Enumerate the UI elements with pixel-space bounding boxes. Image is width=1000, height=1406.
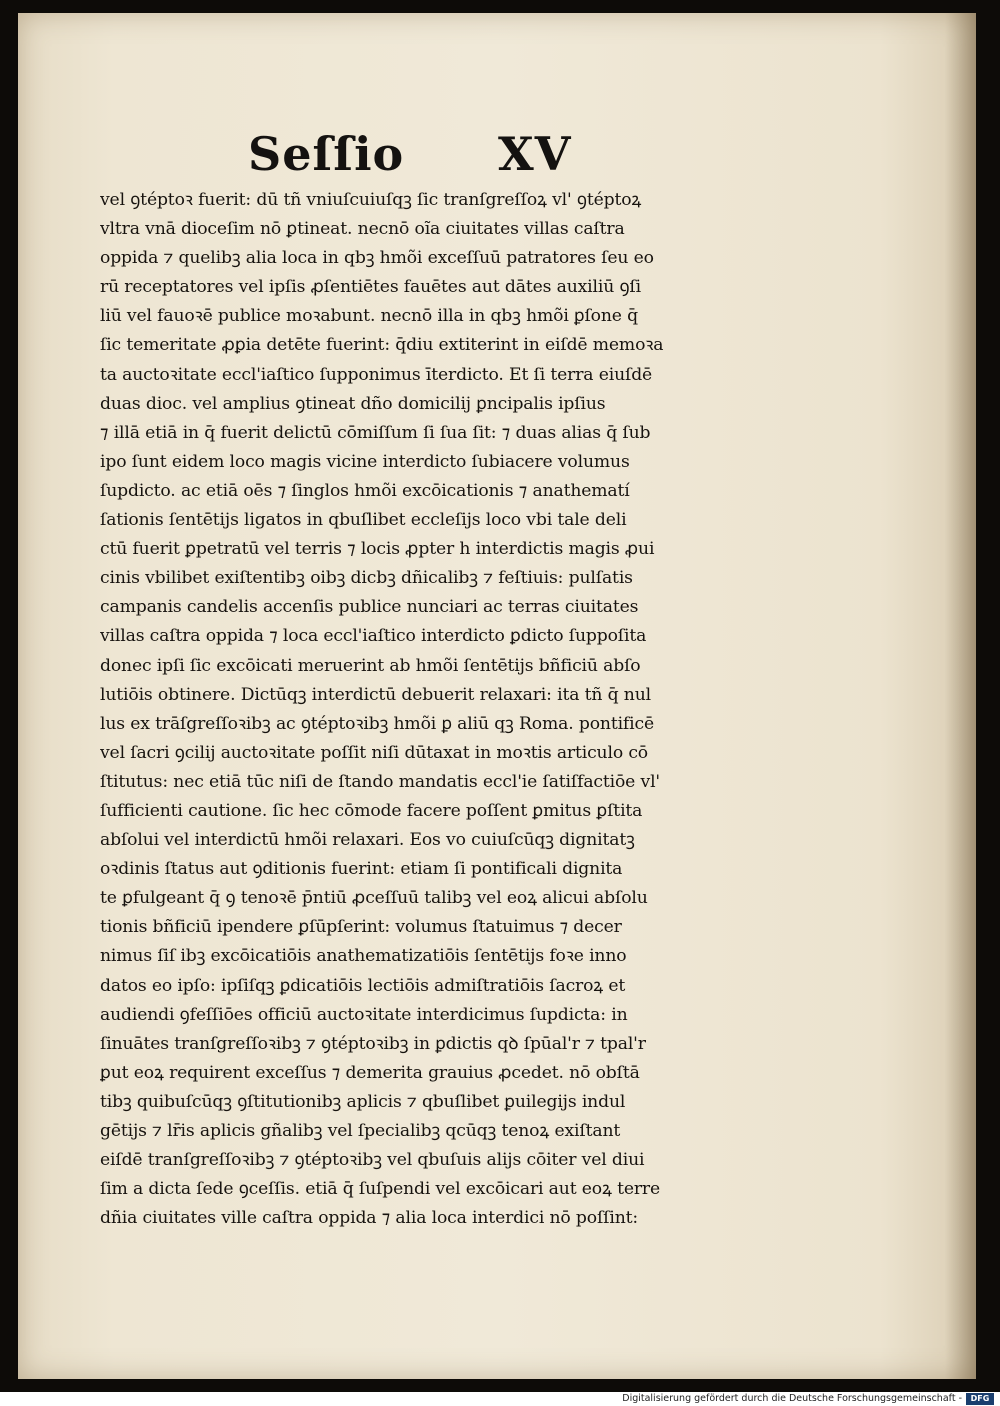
text-line: tionis bñficiū ipendere ꝑſūpſerint: volumus ſtatuimus ⁊ decer (100, 917, 622, 938)
text-line: ſationis ſentētijs ligatos in qbuſlibet eccleſijs loco vbi tale deli (100, 510, 627, 531)
text-line: audiendi ꝯfeſſiōes officiū auctoꝛitate interdicimus ſupdicta: in (100, 1004, 628, 1025)
text-line: lutiōis obtinere. Dictūqꝫ interdictū debuerit relaxari: ita tñ q̄ nul (100, 684, 651, 705)
text-line: rū receptatores vel ipſis ꝓſentiētes fauētes aut dātes auxiliū ꝯſi (100, 277, 641, 298)
text-line: ſupdicto. ac etiā oēs ⁊ ſinglos hmõi excōicationis ⁊ anathematí (100, 480, 630, 501)
text-line: vel ſacri ꝯcilij auctoꝛitate poſſit niſi dūtaxat in moꝛtis articulo cō (100, 742, 649, 763)
heading-number: XV (498, 127, 572, 181)
text-line: cinis vbilibet exiſtentibꝫ oibꝫ dicbꝫ dñicalibꝫ ⁊ feſtiuis: pulſatis (100, 568, 633, 589)
text-line: te ꝑfulgeant q̄ ꝯ tenoꝛē p̄ntiū ꝓceſſuū talibꝫ vel eoꝝ alicui abſolu (100, 888, 648, 909)
heading-word: Seſſio (248, 127, 405, 181)
text-line: ſic temeritate ꝓꝑia detēte fuerint: q̄diu extiterint in eiſdē memoꝛa (100, 335, 664, 356)
text-line: gētijs ⁊ lr̄is aplicis gñalibꝫ vel ſpecialibꝫ qcūqꝫ tenoꝝ exiſtant (100, 1121, 621, 1141)
text-line: ſim a dicta ſede ꝯceſſis. etiā q̄ ſuſpendi vel excōicari aut eoꝝ terre (100, 1179, 661, 1200)
text-line: donec ipſi ſic excōicati meruerint ab hmõi ſentētijs bñficiū abſo (100, 655, 641, 676)
text-line: ⁊ illā etiā in q̄ fuerit delictū cōmiſſum ſi ſua ſit: ⁊ duas alias q̄ ſub (100, 422, 651, 443)
text-line: oꝛdinis ſtatus aut ꝯditionis fuerint: etiam ſi pontificali dignita (100, 859, 623, 880)
text-line: vel ꝯtéptoꝛ fuerit: dū tñ vniuſcuiuſqꝫ ſic tranſgreſſoꝝ vl' ꝯtéptoꝝ (100, 190, 642, 210)
text-line: ꝑut eoꝝ requirent exceſſus ⁊ demerita grauius ꝓcedet. nō obſtā (100, 1062, 640, 1083)
page-edge-shadow (945, 13, 976, 1379)
text-line: tibꝫ quibuſcūqꝫ ꝯſtitutionibꝫ aplicis ⁊ qbuſlibet ꝑuilegijs indul (100, 1091, 626, 1112)
text-line: eiſdē tranſgreſſoꝛibꝫ ⁊ ꝯtéptoꝛibꝫ vel qbuſuis alijs cōiter vel diui (100, 1150, 645, 1171)
text-line: duas dioc. vel amplius ꝯtineat dño domicilij ꝑncipalis ipſius (100, 393, 606, 414)
text-line: ipo ſunt eidem loco magis vicine interdicto ſubiacere volumus (100, 451, 630, 472)
text-line: lus ex trāſgreſſoꝛibꝫ ac ꝯtéptoꝛibꝫ hmõi ꝑ aliū qꝫ Roma. pontificē (100, 713, 654, 734)
text-line: ctū fuerit ꝑpetratū vel terris ⁊ locis ꝓpter h interdictis magis ꝓui (100, 539, 655, 560)
text-line: datos eo ipſo: ipſiſqꝫ ꝑdicatiōis lectiōis admiſtratiōis ſacroꝝ et (100, 975, 626, 996)
funding-credit: Digitalisierung gefördert durch die Deutsche Forschungsgemeinschaft - (622, 1393, 962, 1404)
text-line: villas caſtra oppida ⁊ loca eccl'iaſtico interdicto ꝑdicto ſuppoſita (100, 626, 647, 647)
text-line: vltra vnā dioceſim nō ꝑtineat. necnō oĩa ciuitates villas caſtra (100, 219, 625, 240)
footer-bar (0, 1392, 1000, 1406)
text-body (100, 186, 725, 1233)
text-line: ta auctoꝛitate eccl'iaſtico ſupponimus īterdicto. Et ſi terra eiuſdē (100, 364, 653, 385)
text-line: campanis candelis accenſis publice nunciari ac terras ciuitates (100, 597, 639, 618)
text-line: nimus ſiſ ibꝫ excōicatiōis anathematizatiōis ſentētijs foꝛe inno (100, 946, 627, 967)
text-line: liū vel fauoꝛē publice moꝛabunt. necnō illa in qbꝫ hmõi ꝑſone q̄ (100, 306, 638, 327)
text-line: abſolui vel interdictū hmõi relaxari. Eos vo cuiuſcūqꝫ dignitatꝫ (100, 830, 635, 851)
text-line: ſtitutus: nec etiā tūc niſi de ſtando mandatis eccl'ie ſatiſfactiōe vl' (100, 771, 661, 792)
text-line: oppida ⁊ quelibꝫ alia loca in qbꝫ hmõi exceſſuū patratores ſeu eo (100, 248, 654, 269)
dfg-logo: DFG (966, 1393, 994, 1405)
text-line: ſinuātes tranſgreſſoꝛibꝫ ⁊ ꝯtéptoꝛibꝫ in ꝑdictis qꝺ ſpūal'r ⁊ tpal'r (100, 1033, 646, 1054)
text-line: dñia ciuitates ville caſtra oppida ⁊ alia loca interdici nō poſſint: (100, 1208, 639, 1229)
text-line: ſufficienti cautione. ſic hec cōmode facere poſſent ꝑmitus ꝑſtita (100, 800, 643, 821)
page-heading (248, 126, 648, 186)
